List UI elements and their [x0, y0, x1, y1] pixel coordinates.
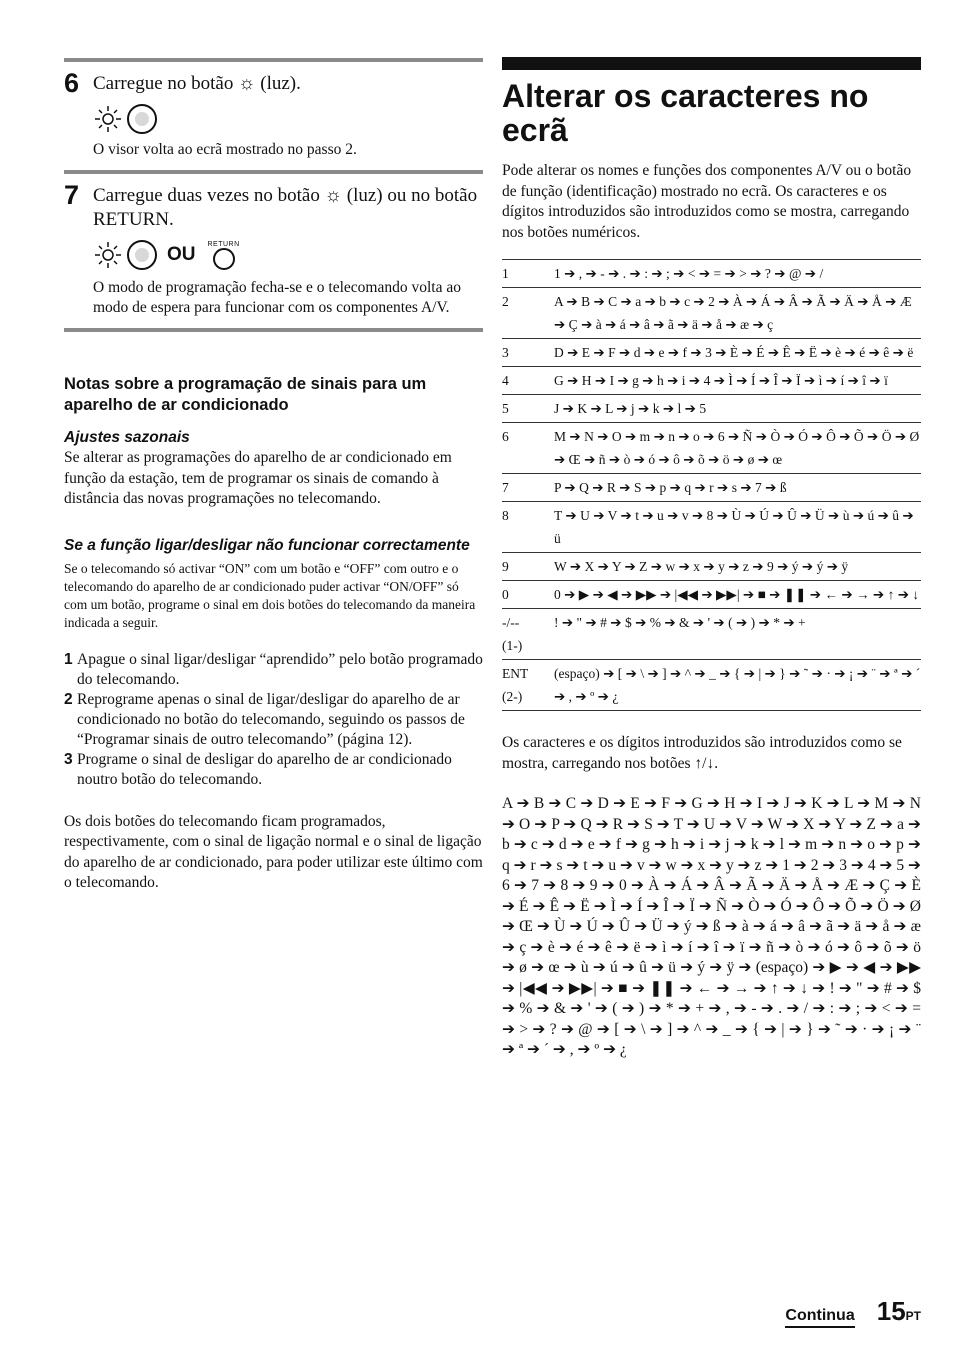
step-description: O visor volta ao ecrã mostrado no passo 2. — [93, 141, 357, 158]
intro-paragraph: Pode alterar os nomes e funções dos componentes A/V ou o botão de função (identificação) mostrado no ecrã. Os caracteres e os dígitos introduzidos são introduzidos como se mostra, carregando nos botões numéricos. — [502, 162, 912, 241]
or-label: OU — [167, 244, 196, 265]
chars-cell: G ➔ H ➔ I ➔ g ➔ h ➔ i ➔ 4 ➔ Ì ➔ Í ➔ Î ➔ Ï ➔ ì ➔ í ➔ î ➔ ï — [554, 367, 921, 395]
page-title: Alterar os caracteres no ecrã — [502, 78, 869, 148]
page-footer — [785, 1296, 921, 1328]
updown-paragraph: Os caracteres e os dígitos introduzidos são introduzidos como se mostra, carregando nos botões ↑/↓. — [502, 734, 902, 772]
key-cell: 7 — [502, 474, 554, 502]
chars-cell: M ➔ N ➔ O ➔ m ➔ n ➔ o ➔ 6 ➔ Ñ ➔ Ò ➔ Ó ➔ Ô ➔ Õ ➔ Ö ➔ Ø ➔ Œ ➔ ñ ➔ ò ➔ ó ➔ ô ➔ õ ➔ ö ➔ ø ➔ œ — [554, 423, 921, 474]
return-button-icon — [208, 241, 240, 270]
table-row — [502, 367, 921, 395]
light-or-return-illustration — [93, 238, 483, 272]
key-cell: 3 — [502, 339, 554, 367]
step-description: O modo de programação fecha-se e o telecomando volta ao modo de espera para funcionar com os componentes A/V. — [93, 279, 461, 316]
step-title: Carregue duas vezes no botão ☼ (luz) ou no botão RETURN. — [93, 185, 478, 230]
chars-cell: A ➔ B ➔ C ➔ a ➔ b ➔ c ➔ 2 ➔ À ➔ Á ➔ Â ➔ Ã ➔ Ä ➔ Å ➔ Æ ➔ Ç ➔ à ➔ á ➔ â ➔ ã ➔ ä ➔ å ➔ æ ➔ ç — [554, 288, 921, 339]
step-6 — [64, 68, 483, 160]
list-number: 2 — [64, 690, 73, 708]
key-cell: 1 — [502, 260, 554, 288]
table-row — [502, 339, 921, 367]
key-cell: ENT (2-) — [502, 660, 554, 711]
key-cell: 5 — [502, 395, 554, 423]
section-bar — [502, 57, 921, 70]
key-cell: 6 — [502, 423, 554, 474]
light-button-icon — [127, 104, 157, 134]
list-number: 1 — [64, 650, 73, 668]
table-row — [502, 660, 921, 711]
key-cell: 8 — [502, 502, 554, 553]
list-item — [64, 650, 483, 690]
page-number: 15 — [876, 1296, 906, 1326]
table-row — [502, 423, 921, 474]
light-icon — [93, 104, 123, 134]
continue-label: Continua — [785, 1307, 854, 1328]
character-sequence: A ➔ B ➔ C ➔ D ➔ E ➔ F ➔ G ➔ H ➔ I ➔ J ➔ K ➔ L ➔ M ➔ N ➔ O ➔ P ➔ Q ➔ R ➔ S ➔ T ➔ U ➔ V ➔ W ➔ X ➔ Y ➔ Z ➔ a ➔ b ➔ c ➔ d ➔ e ➔ f ➔ g ➔ h ➔ i ➔ j ➔ k ➔ l ➔ m ➔ n ➔ o ➔ p ➔ q ➔ r ➔ s ➔ t ➔ u ➔ v ➔ w ➔ x ➔ y ➔ z ➔ 1 ➔ 2 ➔ 3 ➔ 4 ➔ 5 ➔ 6 ➔ 7 ➔ 8 ➔ 9 ➔ 0 ➔ À ➔ Á ➔ Â ➔ Ã ➔ Ä ➔ Å ➔ Æ ➔ Ç ➔ È ➔ É ➔ Ê ➔ Ë ➔ Ì ➔ Í ➔ Î ➔ Ï ➔ Ñ ➔ Ò ➔ Ó ➔ Ô ➔ Õ ➔ Ö ➔ Ø ➔ Œ ➔ Ù ➔ Ú ➔ Û ➔ Ü ➔ ý ➔ ß ➔ à ➔ á ➔ â ➔ ã ➔ ä ➔ å ➔ æ ➔ ç ➔ è ➔ é ➔ ê ➔ ë ➔ ì ➔ í ➔ î ➔ ï ➔ ñ ➔ ò ➔ ó ➔ ô ➔ õ ➔ ö ➔ ø ➔ œ ➔ ù ➔ ú ➔ û ➔ ü ➔ ý ➔ ÿ ➔ (espaço) ➔ ▶ ➔ ◀ ➔ ▶▶ ➔ |◀◀ ➔ ▶▶| ➔ ■ ➔ ❚❚ ➔ ← ➔ → ➔ ↑ ➔ ↓ ➔ ! ➔ " ➔ # ➔ $ ➔ % ➔ & ➔ ' ➔ ( ➔ ) ➔ * ➔ + ➔ , ➔ - ➔ . ➔ / ➔ : ➔ ; ➔ < ➔ = ➔ > ➔ ? ➔ @ ➔ [ ➔ \ ➔ ] ➔ ^ ➔ _ ➔ { ➔ | ➔ } ➔ ˜ ➔ · ➔ ¡ ➔ ¨ ➔ ª ➔ ´ ➔ , ➔ º ➔ ¿ — [502, 795, 921, 1058]
table-row — [502, 260, 921, 288]
character-table — [502, 259, 921, 711]
section-rule — [64, 170, 483, 174]
closing-paragraph: Os dois botões do telecomando ficam programados, respectivamente, com o sinal de ligação normal e o sinal de ligação do aparelho de ar condicionado, para poder utilizar este último com o telecomando. — [64, 812, 483, 891]
step-number: 6 — [64, 68, 80, 98]
return-label: RETURN — [207, 240, 240, 248]
table-row — [502, 288, 921, 339]
table-row — [502, 581, 921, 609]
section-rule-bottom — [64, 328, 483, 332]
seasonal-text: Se alterar as programações do aparelho de ar condicionado em função da estação, tem de programar os sinais de comando à distância das novas programações no telecomando. — [64, 449, 452, 507]
seasonal-heading: Ajustes sazonais — [64, 429, 190, 446]
chars-cell: T ➔ U ➔ V ➔ t ➔ u ➔ v ➔ 8 ➔ Ù ➔ Ú ➔ Û ➔ Ü ➔ ù ➔ ú ➔ û ➔ ü — [554, 502, 921, 553]
notes-heading: Notas sobre a programação de sinais para um aparelho de ar condicionado — [64, 375, 427, 414]
key-cell: 4 — [502, 367, 554, 395]
list-item — [64, 750, 483, 790]
list-text: Programe o sinal de desligar do aparelho de ar condicionado noutro botão do telecomando. — [77, 750, 452, 788]
light-button-icon — [127, 240, 157, 270]
table-row — [502, 502, 921, 553]
procedure-list — [64, 650, 483, 790]
table-row — [502, 553, 921, 581]
key-cell: 9 — [502, 553, 554, 581]
list-text: Apague o sinal ligar/desligar “aprendido” pelo botão programado do telecomando. — [77, 650, 483, 688]
chars-cell: D ➔ E ➔ F ➔ d ➔ e ➔ f ➔ 3 ➔ È ➔ É ➔ Ê ➔ Ë ➔ è ➔ é ➔ ê ➔ ë — [554, 339, 921, 367]
light-button-illustration — [93, 102, 483, 136]
table-row — [502, 609, 921, 660]
step-number: 7 — [64, 180, 80, 210]
chars-cell: W ➔ X ➔ Y ➔ Z ➔ w ➔ x ➔ y ➔ z ➔ 9 ➔ ý ➔ ý ➔ ÿ — [554, 553, 921, 581]
table-row — [502, 474, 921, 502]
left-column — [64, 58, 483, 894]
section-rule-top — [64, 58, 483, 62]
chars-cell: 0 ➔ ▶ ➔ ◀ ➔ ▶▶ ➔ |◀◀ ➔ ▶▶| ➔ ■ ➔ ❚❚ ➔ ← ➔ → ➔ ↑ ➔ ↓ — [554, 581, 921, 609]
list-number: 3 — [64, 750, 73, 768]
step-title: Carregue no botão ☼ (luz). — [93, 73, 301, 94]
chars-cell: J ➔ K ➔ L ➔ j ➔ k ➔ l ➔ 5 — [554, 395, 921, 423]
right-column — [502, 57, 921, 1061]
chars-cell: (espaço) ➔ [ ➔ \ ➔ ] ➔ ^ ➔ _ ➔ { ➔ | ➔ } ➔ ˜ ➔ · ➔ ¡ ➔ ¨ ➔ ª ➔ ´ ➔ , ➔ º ➔ ¿ — [554, 660, 921, 711]
key-cell: 2 — [502, 288, 554, 339]
return-circle-icon — [213, 248, 235, 270]
chars-cell: P ➔ Q ➔ R ➔ S ➔ p ➔ q ➔ r ➔ s ➔ 7 ➔ ß — [554, 474, 921, 502]
table-row — [502, 395, 921, 423]
step-7 — [64, 180, 483, 318]
list-item — [64, 690, 483, 750]
key-cell: 0 — [502, 581, 554, 609]
chars-cell: 1 ➔ , ➔ - ➔ . ➔ : ➔ ; ➔ < ➔ = ➔ > ➔ ? ➔ @ ➔ / — [554, 260, 921, 288]
chars-cell: ! ➔ " ➔ # ➔ $ ➔ % ➔ & ➔ ' ➔ ( ➔ ) ➔ * ➔ + — [554, 609, 921, 660]
onoff-text: Se o telecomando só activar “ON” com um botão e “OFF” com outro e o telecomando do aparelho de ar condicionado puder activar “ON/OFF” só com um botão, programe o sinal em dois botões do telecomando da maneira indicada a seguir. — [64, 560, 476, 630]
list-text: Reprograme apenas o sinal de ligar/desligar do aparelho de ar condicionado no botão do telecomando, seguindo os passos de “Programar sinais de outro telecomando” (página 12). — [77, 690, 465, 748]
light-icon — [93, 240, 123, 270]
key-cell: -/-- (1-) — [502, 609, 554, 660]
onoff-heading: Se a função ligar/desligar não funcionar correctamente — [64, 536, 470, 554]
page-language-code: PT — [905, 1309, 921, 1323]
